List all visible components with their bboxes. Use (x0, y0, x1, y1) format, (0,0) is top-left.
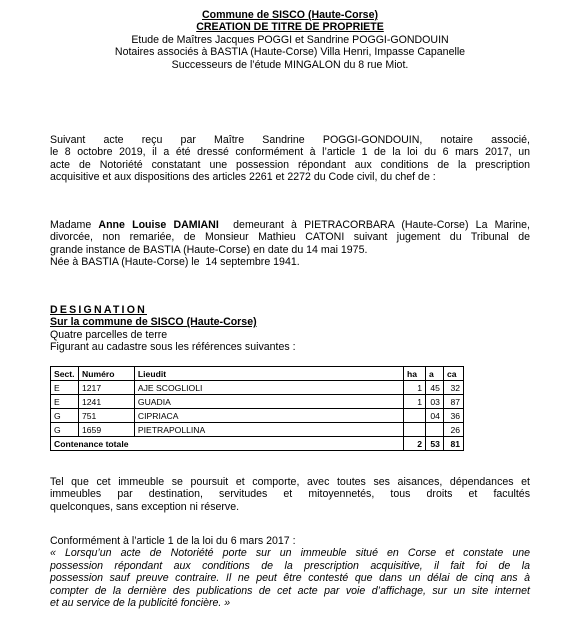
cell-sect: E (51, 395, 79, 409)
cell-ha (404, 409, 426, 423)
cell-a: 03 (425, 395, 443, 409)
header-line-3: Successeurs de l’étude MINGALON du 8 rue Miot. (171, 58, 409, 71)
header-lieudit: Lieudit (134, 367, 403, 381)
cell-a: 45 (425, 381, 443, 395)
header-numero: Numéro (78, 367, 134, 381)
total-row (51, 437, 464, 451)
quote-line-2: possession répondant aux conditions de la prescription acquisitive, il fait foi de la (50, 559, 530, 572)
header-line-2: Notaires associés à BASTIA (Haute-Corse) Villa Henri, Impasse Capanelle (114, 46, 466, 59)
person-line-2: divorcée, non remariée, de Monsieur Mathieu CATONI suivant jugement du Tribunal de (50, 231, 530, 244)
quote-line-5: et au service de la publicité foncière. » (50, 597, 231, 610)
closing-line-3: quelconques, sans exception ni réserve. (50, 500, 240, 513)
table-row (51, 381, 464, 395)
cell-ha: 1 (404, 395, 426, 409)
cell-numero: 1659 (78, 423, 134, 437)
table-row (51, 409, 464, 423)
cadastre-table (50, 366, 464, 451)
cell-numero: 1217 (78, 381, 134, 395)
quote-intro: Conformément à l’article 1 de la loi du 6 mars 2017 : (50, 535, 296, 547)
cell-sect: G (51, 409, 79, 423)
table-row (51, 395, 464, 409)
total-ha: 2 (404, 437, 426, 451)
designation-line-1: Quatre parcelles de terre (50, 328, 168, 341)
person-prefix: Madame (50, 219, 99, 231)
person-name: Anne Louise DAMIANI (98, 219, 219, 231)
person-line-1-rest: demeurant à PIETRACORBARA (Haute-Corse) La Marine, (218, 219, 530, 231)
cell-lieudit: CIPRIACA (134, 409, 403, 423)
table-row (51, 423, 464, 437)
closing-line-1: Tel que cet immeuble se poursuit et comporte, avec toutes ses aisances, dépendances et (50, 476, 530, 488)
cell-numero: 751 (78, 409, 134, 423)
cell-lieudit: PIETRAPOLLINA (134, 423, 403, 437)
cell-ca: 36 (443, 409, 463, 423)
cell-sect: G (51, 423, 79, 437)
intro-line-1: Suivant acte reçu par Maître Sandrine POGGI-GONDOUIN, notaire associé, (50, 134, 530, 146)
person-line-3: grande instance de BASTIA (Haute-Corse) en date du 14 mai 1975. (50, 243, 368, 256)
cell-lieudit: AJE SCOGLIOLI (134, 381, 403, 395)
designation-line-2: Figurant au cadastre sous les références suivantes : (50, 341, 296, 354)
header-a: a (425, 367, 443, 381)
commune-title: Commune de SISCO (Haute-Corse) (202, 9, 378, 21)
header-ha: ha (404, 367, 426, 381)
cell-ha (404, 423, 426, 437)
cell-numero: 1241 (78, 395, 134, 409)
person-line-1 (50, 219, 530, 231)
total-a: 53 (425, 437, 443, 451)
closing-line-2: immeubles par destination, servitudes et mitoyennetés, tous droits et facultés (50, 488, 530, 501)
cell-ca: 87 (443, 395, 463, 409)
cell-a (425, 423, 443, 437)
intro-line-3: acte de Notoriété constatant une possession répondant aux conditions de la prescription (50, 158, 530, 171)
cadastre-header-row (51, 367, 464, 381)
person-paragraph (50, 219, 530, 269)
person-line-4: Née à BASTIA (Haute-Corse) le 14 septembre 1941. (50, 256, 300, 269)
cell-sect: E (51, 381, 79, 395)
designation-heading: DESIGNATION (50, 304, 147, 316)
cell-ca: 26 (443, 423, 463, 437)
cell-ha: 1 (404, 381, 426, 395)
closing-paragraph (50, 476, 530, 513)
intro-line-2: le 8 octobre 2019, il a été dressé conformément à l’article 1 de la loi du 6 mars 2017, un (50, 146, 530, 159)
header-sect: Sect. (51, 367, 79, 381)
header-ca: ca (443, 367, 463, 381)
total-label: Contenance totale (51, 437, 404, 451)
law-quote (50, 535, 530, 609)
notice-header (50, 9, 530, 71)
designation-section (50, 304, 530, 354)
cell-ca: 32 (443, 381, 463, 395)
quote-line-1: « Lorsqu’un acte de Notoriété porte sur un immeuble situé en Corse et constate une (50, 547, 530, 560)
cell-lieudit: GUADIA (134, 395, 403, 409)
cell-a: 04 (425, 409, 443, 423)
quote-line-4: compter de la dernière des publications de cet acte par voie d’affichage, sur un site internet (50, 584, 530, 597)
intro-line-4: acquisitive et aux dispositions des articles 2261 et 2272 du Code civil, du chef de : (50, 171, 436, 184)
header-line-1: Etude de Maîtres Jacques POGGI et Sandrine POGGI-GONDOUIN (131, 33, 449, 46)
intro-paragraph (50, 134, 530, 184)
total-ca: 81 (443, 437, 463, 451)
quote-line-3: possession sauf preuve contraire. Il ne peut être contesté que dans un délai de cinq ans à (50, 572, 530, 585)
document-title: CREATION DE TITRE DE PROPRIETE (196, 21, 384, 34)
designation-subheading: Sur la commune de SISCO (Haute-Corse) (50, 316, 257, 329)
